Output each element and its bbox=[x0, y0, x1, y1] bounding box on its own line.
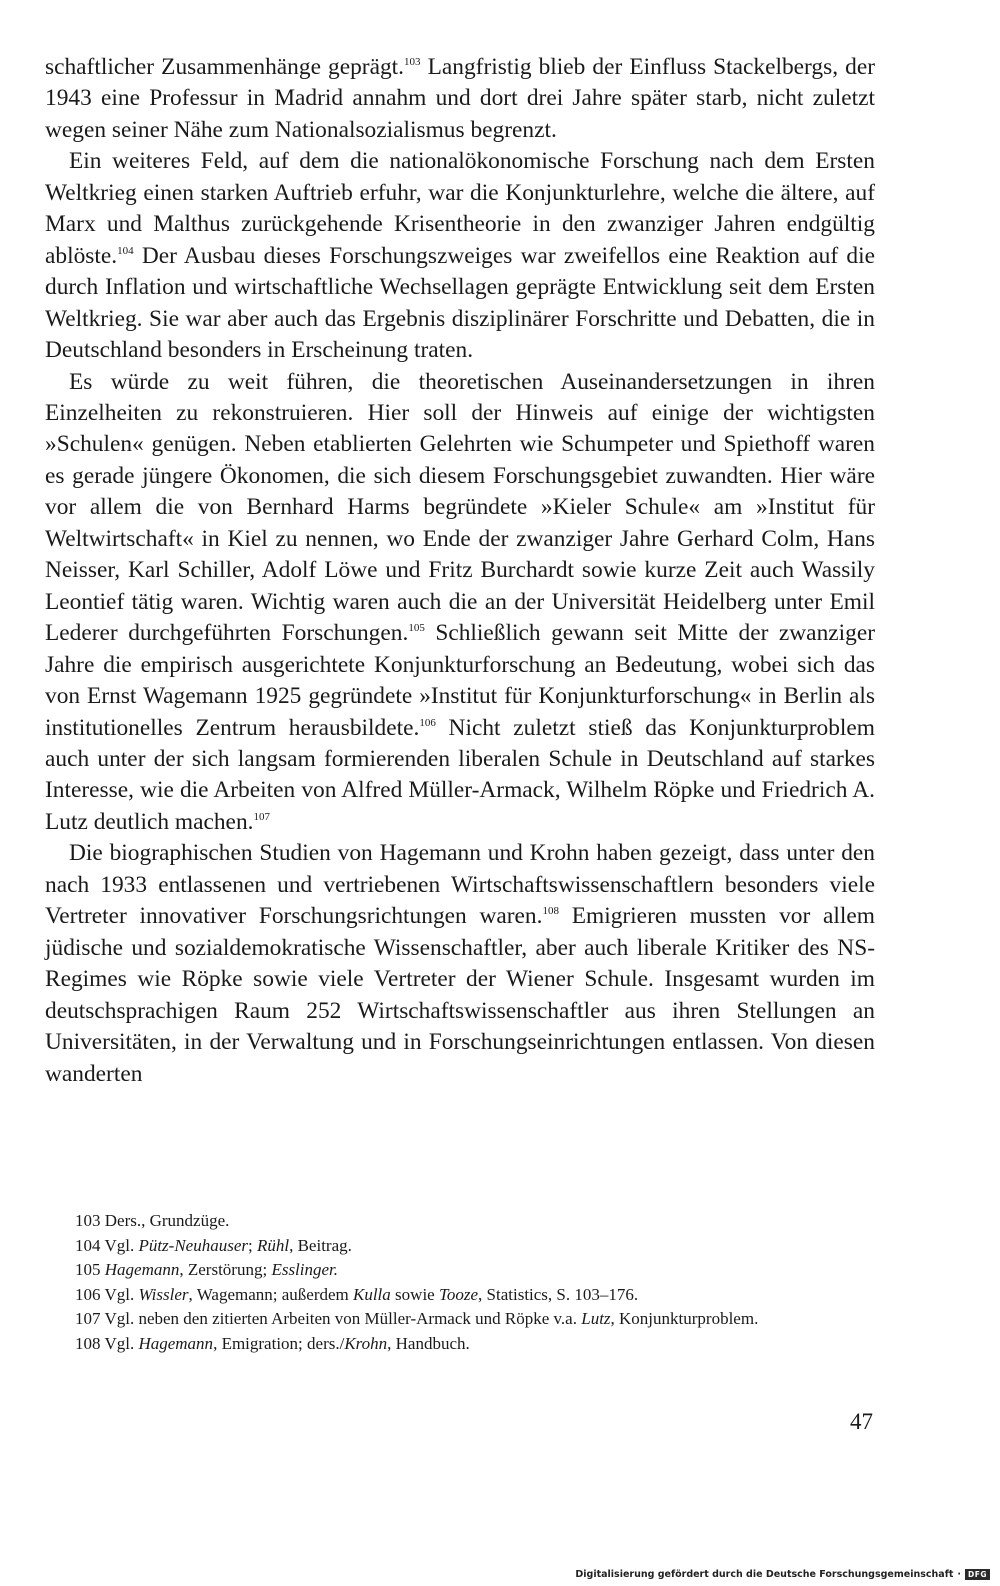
text-run: schaftlicher Zusammenhänge geprägt. bbox=[45, 54, 405, 80]
footnote-ref: 106 bbox=[419, 716, 436, 729]
footnote bbox=[45, 1332, 875, 1357]
text-run: , Handbuch. bbox=[387, 1333, 470, 1353]
footnotes bbox=[45, 1209, 875, 1356]
text-run: Schließlich gewann seit Mitte der zwanziger Jahre die empirisch ausgerichtete Konjunkturforschung an Bedeutung, wobei sich das von Ernst Wagemann 1925 gegründete »Institut für Konjunkturforschung« in Berlin als institutionelles Zentrum herausbildete. bbox=[45, 620, 876, 741]
paragraph bbox=[45, 367, 875, 839]
footnote bbox=[45, 1307, 875, 1332]
text-run: 105 bbox=[75, 1260, 105, 1279]
text-run: 108 Vgl. bbox=[75, 1333, 139, 1353]
italic-text: Hagemann bbox=[104, 1260, 180, 1279]
paragraph bbox=[45, 52, 875, 146]
text-run: 103 Ders., Grundzüge. bbox=[75, 1211, 230, 1230]
italic-text: Pütz-Neuhauser bbox=[138, 1235, 248, 1255]
text-run: , Wagemann; außerdem bbox=[188, 1284, 353, 1304]
footnote bbox=[45, 1209, 875, 1234]
text-run: Langfristig blieb der Einfluss Stackelbergs, der 1943 eine Professur in Madrid annahm und dort drei Jahre später starb, nicht zuletzt wegen seiner Nähe zum Nationalsozialismus begrenzt. bbox=[45, 54, 875, 143]
page-number: 47 bbox=[850, 1409, 873, 1434]
main-text bbox=[45, 52, 875, 1090]
footnote bbox=[45, 1283, 875, 1308]
text-run: Der Ausbau dieses Forschungszweiges war zweifellos eine Reaktion auf die durch Inflation und wirtschaftliche Wechsellagen geprägte Entwicklung seit dem Ersten Weltkrieg. Sie war aber auch das Ergebnis disziplinärer Forschritte und Debatten, die in Deutschland besonders in Erscheinung traten. bbox=[45, 242, 875, 364]
text-run: Es würde zu weit führen, die theoretischen Auseinandersetzungen in ihren Einzelheiten zu rekonstruieren. Hier soll der Hinweis auf einige der wichtigsten »Schulen« genügen. Neben etablierten Gelehrten wie Schumpeter und Spiethoff waren es gerade jüngere Ökonomen, die sich diesem Forschungsgebiet zuwandten. Hier wäre vor allem die von Bernhard Harms begründete »Kieler Schule« am »Institut für Weltwirtschaft« in Kiel zu nennen, wo Ende der zwanziger Jahre Gerhard Colm, Hans Neisser, Karl Schiller, Adolf Löwe und Fritz Burchardt sowie kurze Zeit auch Wassily Leontief tätig waren. Wichtig waren auch die an der Universität Heidelberg unter Emil Lederer durchgeführten Forschungen. bbox=[45, 368, 875, 647]
text-run: Die biographischen Studien von Hagemann und Krohn haben gezeigt, dass unter den nach 1933 entlassenen und vertriebenen Wirtschaftswissenschaftlern besonders viele Vertreter innovativer Forschungsrichtungen waren. bbox=[45, 840, 875, 930]
footnote-ref: 107 bbox=[253, 810, 270, 823]
text-run: , Emigration; ders./ bbox=[213, 1333, 345, 1353]
credit-text: Digitalisierung gefördert durch die Deutsche Forschungsgemeinschaft bbox=[575, 1569, 954, 1580]
text-run: Ein weiteres Feld, auf dem die nationalökonomische Forschung nach dem Ersten Weltkrieg einen starken Auftrieb erfuhr, war die Konjunkturlehre, welche die ältere, auf Marx und Malthus zurückgehende Krisentheorie in den zwanziger Jahren endgültig ablöste. bbox=[45, 148, 875, 269]
italic-text: Lutz bbox=[581, 1309, 611, 1328]
text-run: , Konjunkturproblem. bbox=[610, 1309, 759, 1328]
italic-text: Rühl bbox=[256, 1235, 290, 1255]
credit-separator: · bbox=[957, 1569, 961, 1580]
text-run: 107 Vgl. neben den zitierten Arbeiten von Müller-Armack und Röpke v.a. bbox=[75, 1309, 582, 1328]
footnote-ref: 104 bbox=[117, 244, 134, 257]
text-run: Emigrieren mussten vor allem jüdische und sozialdemokratische Wissenschaftler, aber auch liberale Kritiker des NS-Regimes wie Röpke sowie viele Vertreter der Wiener Schule. Insgesamt wurden im deutschsprachigen Raum 252 Wirtschaftswissenschaftler aus ihren Stellungen an Universitäten, in der Verwaltung und in Forschungseinrichtungen entlassen. Von diesen wanderten bbox=[45, 903, 875, 1087]
footnote bbox=[45, 1258, 875, 1283]
italic-text: Tooze bbox=[438, 1284, 479, 1304]
dfg-logo-icon: DFG bbox=[965, 1569, 990, 1580]
italic-text: Wissler bbox=[138, 1284, 189, 1304]
text-run: 106 Vgl. bbox=[75, 1284, 139, 1304]
paragraph bbox=[45, 146, 875, 366]
text-run: ; bbox=[248, 1235, 257, 1255]
digitization-credit bbox=[575, 1569, 990, 1580]
footnote-ref: 103 bbox=[404, 56, 421, 68]
text-run: 104 Vgl. bbox=[75, 1235, 139, 1255]
footnote-ref: 108 bbox=[542, 905, 559, 918]
paragraph bbox=[45, 838, 875, 1090]
text-run: , Statistics, S. 103–176. bbox=[478, 1284, 639, 1304]
text-run: , Zerstörung; bbox=[179, 1260, 272, 1279]
text-run: Nicht zuletzt stieß das Konjunkturproblem auch unter der sich langsam formierenden liberalen Schule in Deutschland auf starkes Interesse, wie die Arbeiten von Alfred Müller-Armack, Wilhelm Röpke und Friedrich A. Lutz deutlich machen. bbox=[45, 714, 875, 835]
footnote-ref: 105 bbox=[408, 622, 425, 635]
text-run: , Beitrag. bbox=[289, 1235, 352, 1255]
italic-text: Hagemann bbox=[138, 1333, 214, 1353]
italic-text: Esslinger. bbox=[271, 1260, 339, 1279]
text-run: sowie bbox=[390, 1284, 439, 1304]
italic-text: Kulla bbox=[353, 1284, 391, 1304]
footnote bbox=[45, 1234, 875, 1259]
italic-text: Krohn bbox=[344, 1333, 388, 1353]
